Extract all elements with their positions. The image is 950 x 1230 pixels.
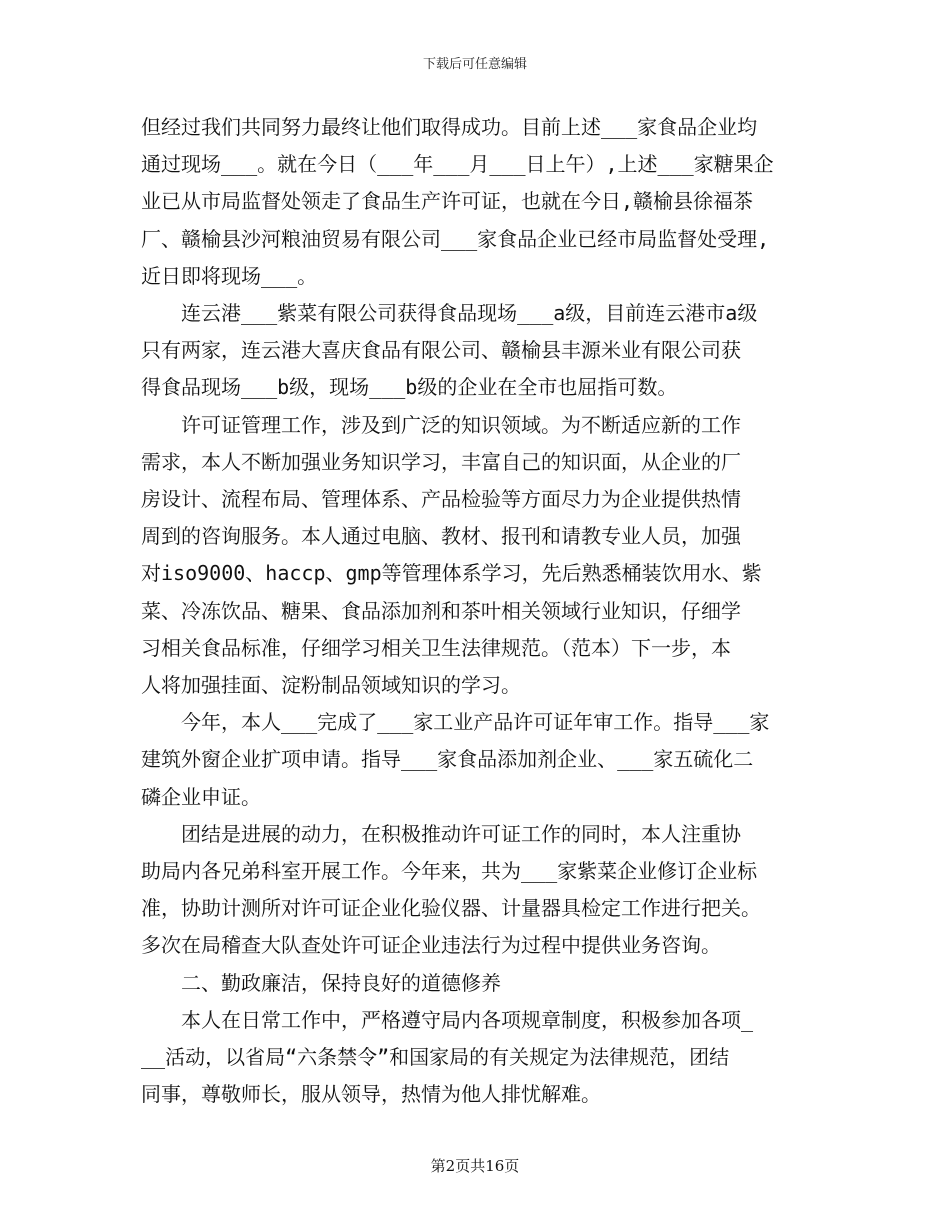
paragraph bbox=[141, 109, 809, 295]
text-line: 习相关食品标准，仔细学习相关卫生法律规范。（范本）下一步，本 bbox=[141, 635, 731, 660]
text-line: 助局内各兄弟科室开展工作。今年来，共为___家紫菜企业修订企业标 bbox=[141, 859, 758, 884]
text-line: 准，协助计测所对许可证企业化验仪器、计量器具检定工作进行把关。 bbox=[141, 896, 761, 921]
text-line: 二、勤政廉洁，保持良好的道德修养 bbox=[181, 970, 501, 995]
text-line: 同事，尊敬师长，服从领导，热情为他人排忧解难。 bbox=[141, 1082, 601, 1107]
text-line: 今年，本人___完成了___家工业产品许可证年审工作。指导___家 bbox=[181, 710, 770, 735]
text-line: 通过现场___。就在今日（___年___月___日上午）,上述___家糖果企 bbox=[141, 152, 774, 177]
paragraph bbox=[141, 704, 809, 816]
text-line: 人将加强挂面、淀粉制品领域知识的学习。 bbox=[141, 673, 521, 698]
text-line: __活动，以省局“六条禁令”和国家局的有关规定为法律规范，团结 bbox=[141, 1045, 730, 1070]
text-line: 连云港___紫菜有限公司获得食品现场___a级，目前连云港市a级 bbox=[181, 301, 758, 326]
paragraph bbox=[141, 816, 809, 965]
text-line: 得食品现场___b级，现场___b级的企业在全市也屈指可数。 bbox=[141, 375, 678, 400]
text-line: 本人在日常工作中，严格遵守局内各项规章制度，积极参加各项_ bbox=[181, 1007, 754, 1032]
text-line: 只有两家，连云港大喜庆食品有限公司、赣榆县丰源米业有限公司获 bbox=[141, 338, 741, 363]
text-line: 多次在局稽查大队查处许可证企业违法行为过程中提供业务咨询。 bbox=[141, 933, 721, 958]
text-line: 许可证管理工作，涉及到广泛的知识领域。为不断适应新的工作 bbox=[181, 412, 741, 437]
text-line: 磷企业申证。 bbox=[141, 784, 261, 809]
text-line: 团结是进展的动力，在积极推动许可证工作的同时，本人注重协 bbox=[181, 821, 741, 846]
text-line: 房设计、流程布局、管理体系、产品检验等方面尽力为企业提供热情 bbox=[141, 487, 741, 512]
paragraph bbox=[141, 407, 809, 705]
page-header: 下载后可任意编辑 bbox=[422, 57, 527, 72]
text-line: 周到的咨询服务。本人通过电脑、教材、报刊和请教专业人员，加强 bbox=[141, 524, 741, 549]
text-line: 厂、赣榆县沙河粮油贸易有限公司___家食品企业已经市局监督处受理, bbox=[141, 226, 770, 251]
paragraph bbox=[141, 295, 809, 407]
text-line: 对iso9000、haccp、gmp等管理体系学习，先后熟悉桶装饮用水、紫 bbox=[141, 561, 762, 586]
paragraph bbox=[141, 1002, 809, 1114]
document-body bbox=[141, 109, 809, 1113]
text-line: 业已从市局监督处领走了食品生产许可证，也就在今日,赣榆县徐福茶 bbox=[141, 189, 754, 214]
text-line: 建筑外窗企业扩项申请。指导___家食品添加剂企业、___家五硫化二 bbox=[141, 747, 754, 772]
section-heading bbox=[141, 965, 809, 1002]
text-line: 但经过我们共同努力最终让他们取得成功。目前上述___家食品企业均 bbox=[141, 115, 758, 139]
page-footer: 第2页共16页 bbox=[430, 1157, 520, 1175]
text-line: 菜、冷冻饮品、糖果、食品添加剂和茶叶相关领域行业知识，仔细学 bbox=[141, 598, 741, 623]
text-line: 需求，本人不断加强业务知识学习，丰富自己的知识面，从企业的厂 bbox=[141, 449, 741, 474]
text-line: 近日即将现场___。 bbox=[141, 263, 318, 288]
